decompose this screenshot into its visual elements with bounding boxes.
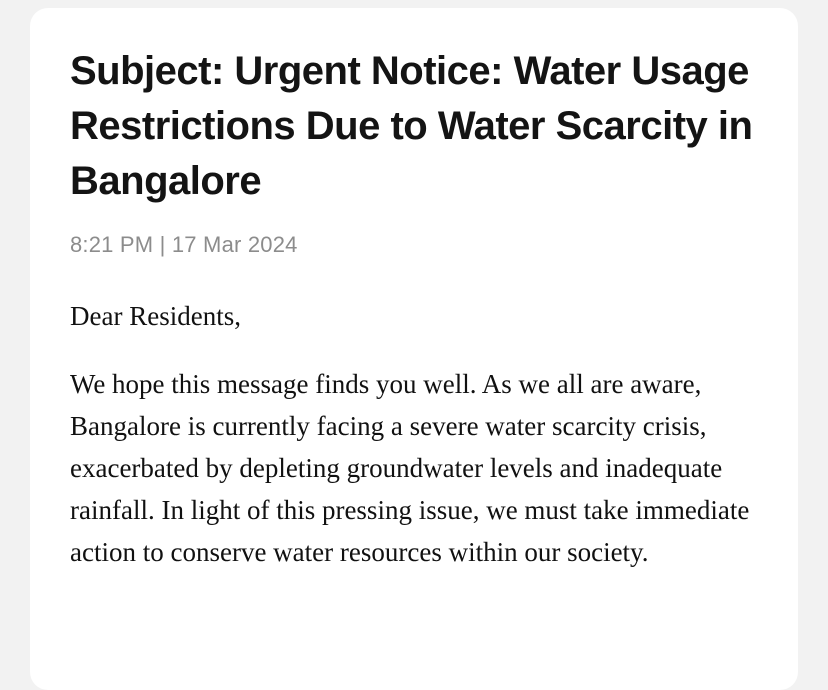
salutation-paragraph: Dear Residents, <box>70 301 241 331</box>
page-title: Subject: Urgent Notice: Water Usage Restrictions Due to Water Scarcity in Bangalore <box>70 49 753 203</box>
message-body <box>70 295 758 573</box>
body-paragraph: We hope this message finds you well. As we all are aware, Bangalore is currently facing a severe water scarcity crisis, exacerbated by depleting groundwater levels and inadequate rainfall. In light of this pressing issue, we must take immediate action to conserve water resources within our society. <box>70 369 750 567</box>
timestamp: 8:21 PM | 17 Mar 2024 <box>70 232 298 257</box>
notice-card <box>30 8 798 690</box>
